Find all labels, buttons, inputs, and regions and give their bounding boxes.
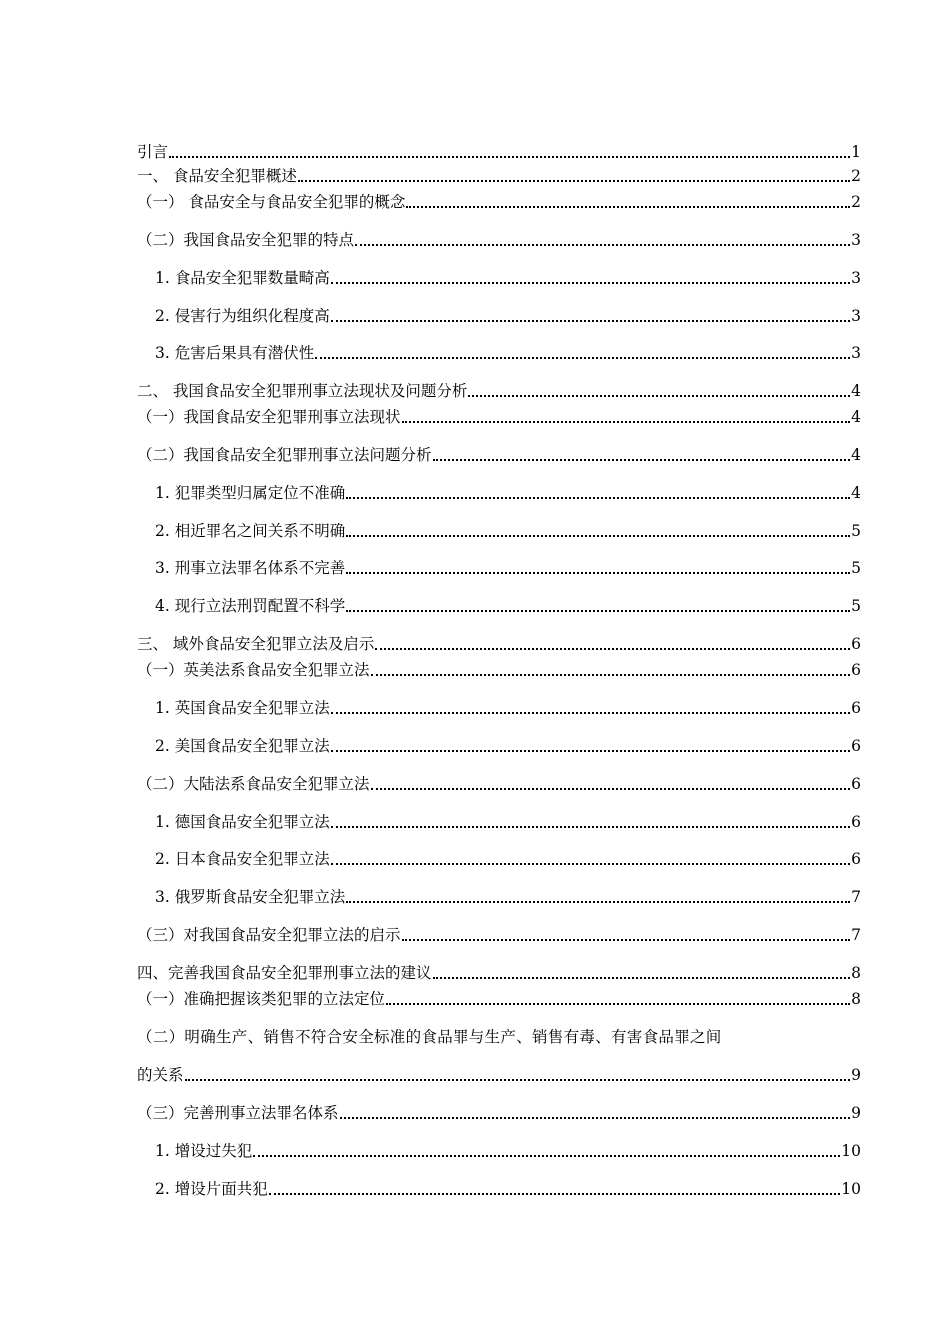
- toc-entry-title: （一）我国食品安全犯罪刑事立法现状: [137, 408, 401, 426]
- toc-leader-dots: [371, 674, 851, 676]
- toc-leader-dots: [346, 535, 850, 537]
- toc-leader-dots: [402, 421, 851, 423]
- toc-entry-page: 6: [851, 661, 861, 679]
- toc-leader-dots: [253, 1155, 840, 1157]
- toc-entry[interactable]: [155, 1175, 861, 1199]
- toc-entry-title: 2. 增设片面共犯: [155, 1180, 268, 1198]
- toc-entry-page: 1: [851, 143, 861, 161]
- toc-entry-title: 2. 相近罪名之间关系不明确: [155, 522, 346, 540]
- toc-entry[interactable]: [155, 808, 861, 832]
- toc-entry-title: 3. 危害后果具有潜伏性: [155, 344, 315, 362]
- toc-entry-title: 二、 我国食品安全犯罪刑事立法现状及问题分析: [137, 382, 468, 400]
- toc-leader-dots: [386, 1003, 850, 1005]
- toc-leader-dots: [346, 610, 850, 612]
- toc-entry-page: 8: [851, 964, 861, 982]
- toc-leader-dots: [346, 572, 850, 574]
- toc-entry-page: 4: [851, 484, 861, 502]
- toc-entry[interactable]: [137, 226, 861, 250]
- toc-entry-page: 5: [851, 597, 861, 615]
- toc-entry[interactable]: [137, 630, 861, 654]
- toc-entry-title: 一、 食品安全犯罪概述: [137, 167, 297, 185]
- toc-entry-title: 四、完善我国食品安全犯罪刑事立法的建议: [137, 964, 432, 982]
- toc-entry[interactable]: [155, 845, 861, 869]
- toc-entry[interactable]: [137, 441, 861, 465]
- toc-entry-page: 2: [851, 167, 861, 185]
- toc-entry-page: 4: [851, 382, 861, 400]
- toc-entry-page: 9: [851, 1104, 861, 1122]
- toc-leader-dots: [340, 1117, 851, 1119]
- toc-entry-title: 2. 日本食品安全犯罪立法: [155, 850, 330, 868]
- toc-entry-page: 3: [851, 231, 861, 249]
- toc-entry[interactable]: [137, 985, 861, 1009]
- toc-entry-page: 6: [851, 775, 861, 793]
- toc-entry-page: 6: [851, 813, 861, 831]
- toc-entry-page: 6: [851, 850, 861, 868]
- toc-entry[interactable]: [155, 554, 861, 578]
- toc-leader-dots: [331, 320, 850, 322]
- toc-entry-page: 3: [851, 307, 861, 325]
- toc-entry[interactable]: [137, 1061, 861, 1085]
- toc-entry-title: 3. 俄罗斯食品安全犯罪立法: [155, 888, 346, 906]
- toc-entry[interactable]: [137, 403, 861, 427]
- toc-leader-dots: [346, 497, 850, 499]
- toc-leader-dots: [331, 712, 850, 714]
- toc-entry-title: 引言: [137, 143, 169, 161]
- toc-entry-page: 3: [851, 269, 861, 287]
- toc-leader-dots: [375, 648, 850, 650]
- toc-entry-title: （一）英美法系食品安全犯罪立法: [137, 661, 370, 679]
- toc-entry-title: （一）准确把握该类犯罪的立法定位: [137, 990, 386, 1008]
- toc-entry-page: 9: [851, 1066, 861, 1084]
- toc-entry-title: （二）我国食品安全犯罪刑事立法问题分析: [137, 446, 432, 464]
- toc-entry[interactable]: [137, 921, 861, 945]
- toc-entry-title: 1. 食品安全犯罪数量畸高: [155, 269, 330, 287]
- toc-entry-title: 三、 域外食品安全犯罪立法及启示: [137, 635, 375, 653]
- toc-leader-dots: [346, 901, 850, 903]
- toc-leader-dots: [433, 459, 851, 461]
- toc-leader-dots: [468, 395, 850, 397]
- toc-entry-page: 6: [851, 635, 861, 653]
- toc-entry-title: 1. 德国食品安全犯罪立法: [155, 813, 330, 831]
- toc-entry[interactable]: [155, 479, 861, 503]
- toc-entry-title: 1. 增设过失犯: [155, 1142, 253, 1160]
- toc-entry-title: （三）对我国食品安全犯罪立法的启示: [137, 926, 401, 944]
- toc-leader-dots: [331, 863, 850, 865]
- toc-entry[interactable]: [137, 138, 861, 162]
- toc-entry-title: 的关系: [137, 1066, 184, 1084]
- toc-entry-page: 6: [851, 737, 861, 755]
- toc-entry-page: 8: [851, 990, 861, 1008]
- toc-entry-title: （三）完善刑事立法罪名体系: [137, 1104, 339, 1122]
- toc-entry[interactable]: [155, 339, 861, 363]
- toc-leader-dots: [433, 977, 851, 979]
- toc-leader-dots: [185, 1079, 851, 1081]
- toc-entry-title: 3. 刑事立法罪名体系不完善: [155, 559, 346, 577]
- toc-entry[interactable]: [155, 302, 861, 326]
- toc-entry[interactable]: [137, 959, 861, 983]
- toc-entry-page: 3: [851, 344, 861, 362]
- toc-entry-page: 5: [851, 559, 861, 577]
- toc-entry-page: 7: [851, 926, 861, 944]
- toc-entry-page: 10: [841, 1180, 861, 1198]
- toc-entry-wrapped-first-line[interactable]: [137, 1023, 861, 1047]
- toc-entry-page: 7: [851, 888, 861, 906]
- toc-leader-dots: [331, 282, 850, 284]
- toc-leader-dots: [331, 750, 850, 752]
- toc-entry-title: 2. 美国食品安全犯罪立法: [155, 737, 330, 755]
- toc-entry-title: （二）明确生产、销售不符合安全标准的食品罪与生产、销售有毒、有害食品罪之间: [137, 1028, 722, 1046]
- toc-leader-dots: [406, 206, 850, 208]
- toc-entry-page: 4: [851, 408, 861, 426]
- toc-entry-page: 5: [851, 522, 861, 540]
- toc-entry-title: 1. 犯罪类型归属定位不准确: [155, 484, 346, 502]
- toc-leader-dots: [331, 826, 850, 828]
- toc-leader-dots: [371, 788, 851, 790]
- toc-entry[interactable]: [137, 1099, 861, 1123]
- toc-entry-title: 1. 英国食品安全犯罪立法: [155, 699, 330, 717]
- toc-entry[interactable]: [137, 162, 861, 186]
- toc-entry-title: 4. 现行立法刑罚配置不科学: [155, 597, 346, 615]
- toc-leader-dots: [298, 180, 850, 182]
- toc-leader-dots: [315, 357, 850, 359]
- toc-entry[interactable]: [155, 883, 861, 907]
- toc-entry-title: （二）我国食品安全犯罪的特点: [137, 231, 355, 249]
- toc-entry[interactable]: [155, 732, 861, 756]
- toc-leader-dots: [402, 939, 851, 941]
- toc-entry-title: 2. 侵害行为组织化程度高: [155, 307, 330, 325]
- toc-entry[interactable]: [155, 694, 861, 718]
- toc-entry[interactable]: [137, 188, 861, 212]
- toc-entry-page: 2: [851, 193, 861, 211]
- toc-entry[interactable]: [137, 656, 861, 680]
- toc-entry[interactable]: [155, 592, 861, 616]
- toc-entry[interactable]: [155, 264, 861, 288]
- toc-leader-dots: [355, 244, 850, 246]
- toc-entry[interactable]: [137, 770, 861, 794]
- toc-entry[interactable]: [155, 1137, 861, 1161]
- toc-entry-title: （一） 食品安全与食品安全犯罪的概念: [137, 193, 406, 211]
- toc-entry-page: 6: [851, 699, 861, 717]
- toc-leader-dots: [169, 156, 850, 158]
- toc-entry-page: 4: [851, 446, 861, 464]
- toc-entry[interactable]: [155, 517, 861, 541]
- toc-leader-dots: [269, 1193, 841, 1195]
- toc-entry-page: 10: [841, 1142, 861, 1160]
- toc-entry[interactable]: [137, 377, 861, 401]
- toc-entry-title: （二）大陆法系食品安全犯罪立法: [137, 775, 370, 793]
